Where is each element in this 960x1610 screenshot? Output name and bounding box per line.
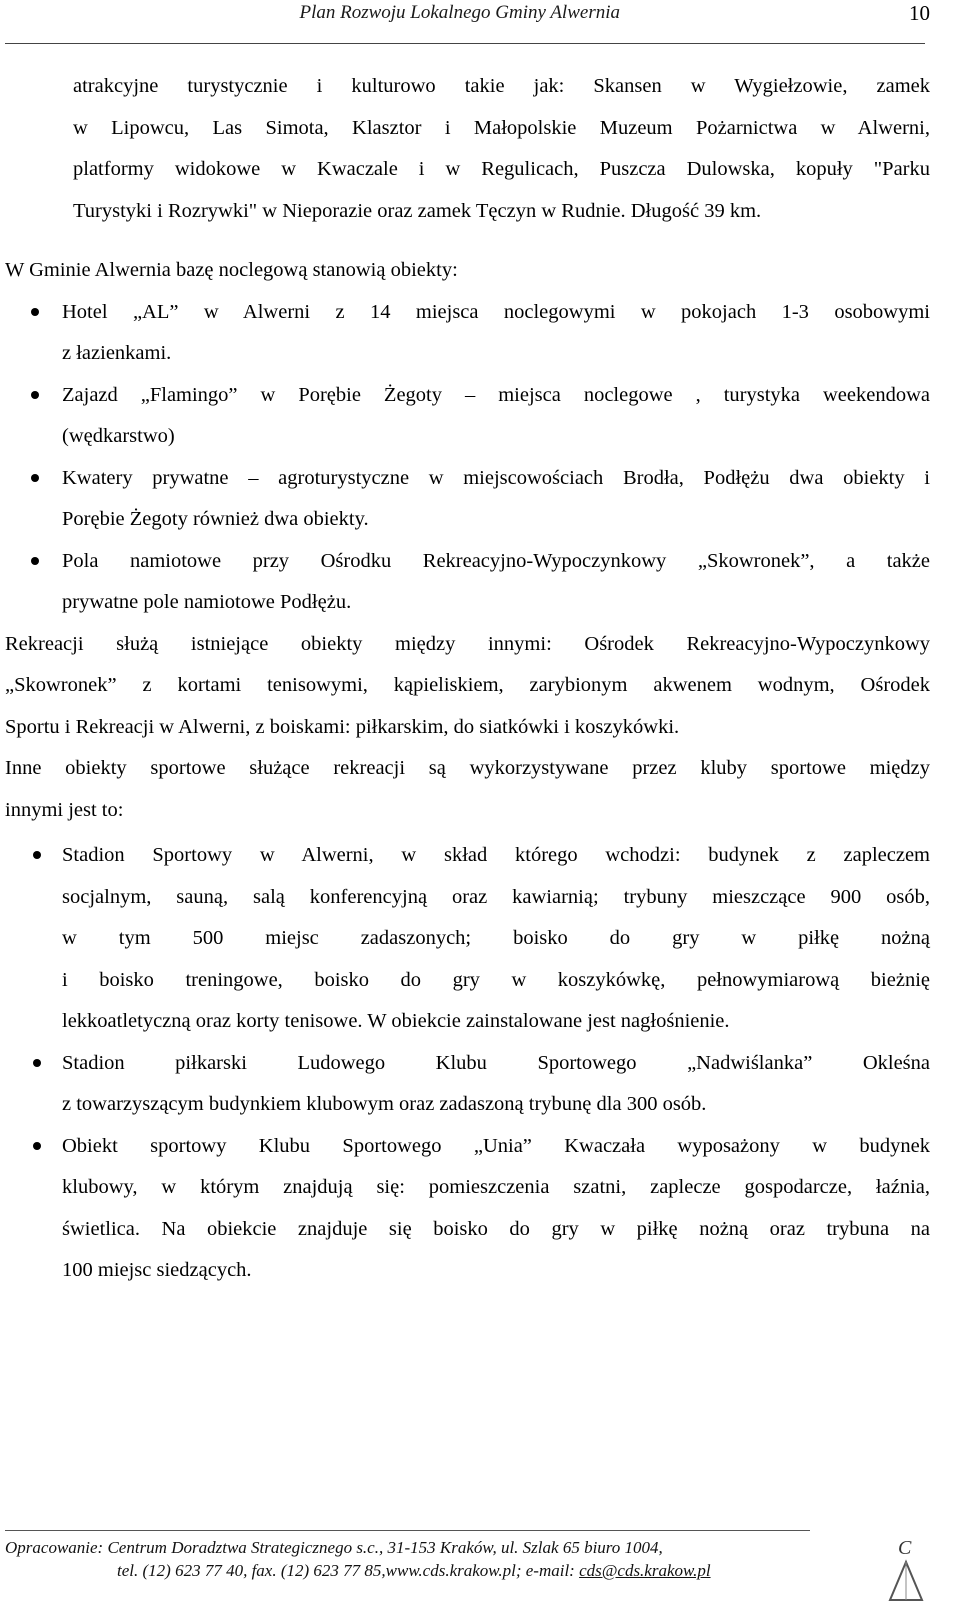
footer-divider [5,1530,810,1531]
email-link[interactable]: cds@cds.krakow.pl [579,1561,711,1580]
paragraph-line: atrakcyjne turystycznie i kulturowo takie jak: Skansen w Wygiełzowie, zamek [73,75,930,97]
list-item-line: z łazienkami. [62,342,172,364]
list-item-line: Zajazd „Flamingo” w Porębie Żegoty – miejsca noclegowe , turystyka weekendowa [62,383,930,406]
recreation-paragraph [5,624,930,749]
paragraph-line: Inne obiekty sportowe służące rekreacji są wykorzystywane przez kluby sportowe między [5,757,930,779]
paragraph-line: Rekreacji służą istniejące obiekty między innymi: Ośrodek Rekreacyjno-Wypoczynkowy [5,632,930,655]
document-title: Plan Rozwoju Lokalnego Gminy Alwernia [299,2,620,23]
page-number: 10 [909,1,930,25]
list-item [62,1126,930,1292]
list-item-line: Stadion Sportowy w Alwerni, w skład którego wchodzi: budynek z zapleczem [62,844,930,866]
list-item [62,541,930,624]
footer-text [5,1536,865,1582]
accommodation-intro: W Gminie Alwernia bazę noclegową stanowią obiekty: [5,259,458,281]
paragraph-line: w Lipowcu, Las Simota, Klasztor i Małopolskie Muzeum Pożarnictwa w Alwerni, [73,116,930,139]
bullet-icon [33,851,41,859]
intro-paragraph [73,66,930,232]
list-item [62,375,930,458]
list-item-line: klubowy, w którym znajdują się: pomieszczenia szatni, zaplecze gospodarcze, łaźnia, [62,1176,930,1198]
page-footer [0,1530,960,1610]
paragraph-line: innymi jest to: [5,798,124,821]
page-header [0,0,960,44]
footer-address: Opracowanie: Centrum Doradztwa Strategicznego s.c., 31-153 Kraków, ul. Szlak 65 biuro 1004, [5,1538,663,1557]
paragraph-line: platformy widokowe w Kwaczale i w Regulicach, Puszcza Dulowska, kopuły "Parku [73,158,930,180]
bullet-icon [33,1059,41,1067]
list-item [62,835,930,1043]
list-item [62,292,930,375]
list-item-line: świetlica. Na obiekcie znajduje się boisko do gry w piłkę nożną oraz trybuna na [62,1217,930,1240]
list-item-line: w tym 500 miejsc zadaszonych; boisko do gry w piłkę nożną [62,927,930,949]
accommodation-list [0,292,960,624]
list-item-line: prywatne pole namiotowe Podłężu. [62,591,352,613]
list-item-line: socjalnym, sauną, salą konferencyjną oraz kawiarnią; trybuny mieszczące 900 osób, [62,885,930,908]
list-item-line: (wędkarstwo) [62,425,175,447]
bullet-icon [31,474,39,482]
logo-letter: C [898,1537,912,1559]
list-item-line: lekkoatletyczną oraz korty tenisowe. W obiekcie zainstalowane jest nagłośnienie. [62,1010,730,1032]
header-divider [5,43,925,44]
footer-contact-text: tel. (12) 623 77 40, fax. (12) 623 77 85,www.cds.krakow.pl; e-mail: [117,1561,580,1580]
list-item-line: i boisko treningowe, boisko do gry w koszykówkę, pełnowymiarową bieżnię [62,968,930,991]
list-item-line: Porębie Żegoty również dwa obiekty. [62,508,369,530]
paragraph-line: Sportu i Rekreacji w Alwerni, z boiskami: piłkarskim, do siatkówki i koszykówki. [5,715,680,738]
sports-list [0,835,960,1292]
list-item-line: Stadion piłkarski Ludowego Klubu Sportowego „Nadwiślanka” Okleśna [62,1051,930,1074]
list-item-line: Obiekt sportowy Klubu Sportowego „Unia” Kwaczała wyposażony w budynek [62,1134,930,1157]
bullet-icon [31,557,39,565]
list-item-line: Hotel „AL” w Alwerni z 14 miejsca noclegowymi w pokojach 1-3 osobowymi [62,300,930,323]
bullet-icon [31,308,39,316]
footer-contact [5,1559,865,1582]
list-item-line: Pola namiotowe przy Ośrodku Rekreacyjno-Wypoczynkowy „Skowronek”, a także [62,549,930,572]
page-content [0,66,960,1292]
paragraph-line: „Skowronek” z kortami tenisowymi, kąpieliskiem, zarybionym akwenem wodnym, Ośrodek [5,674,930,696]
list-item-line: z towarzyszącym budynkiem klubowym oraz zadaszoną trybunę dla 300 osób. [62,1093,707,1115]
bullet-icon [31,391,39,399]
bullet-icon [33,1142,41,1150]
paragraph-line: Turystyki i Rozrywki" w Nieporazie oraz zamek Tęczyn w Rudnie. Długość 39 km. [73,199,762,222]
list-item-line: 100 miejsc siedzących. [62,1259,252,1281]
cds-logo-icon [880,1534,940,1606]
list-item-line: Kwatery prywatne – agroturystyczne w miejscowościach Brodła, Podłężu dwa obiekty i [62,466,930,489]
list-item [62,1043,930,1126]
list-item [62,458,930,541]
sports-intro [5,748,930,831]
